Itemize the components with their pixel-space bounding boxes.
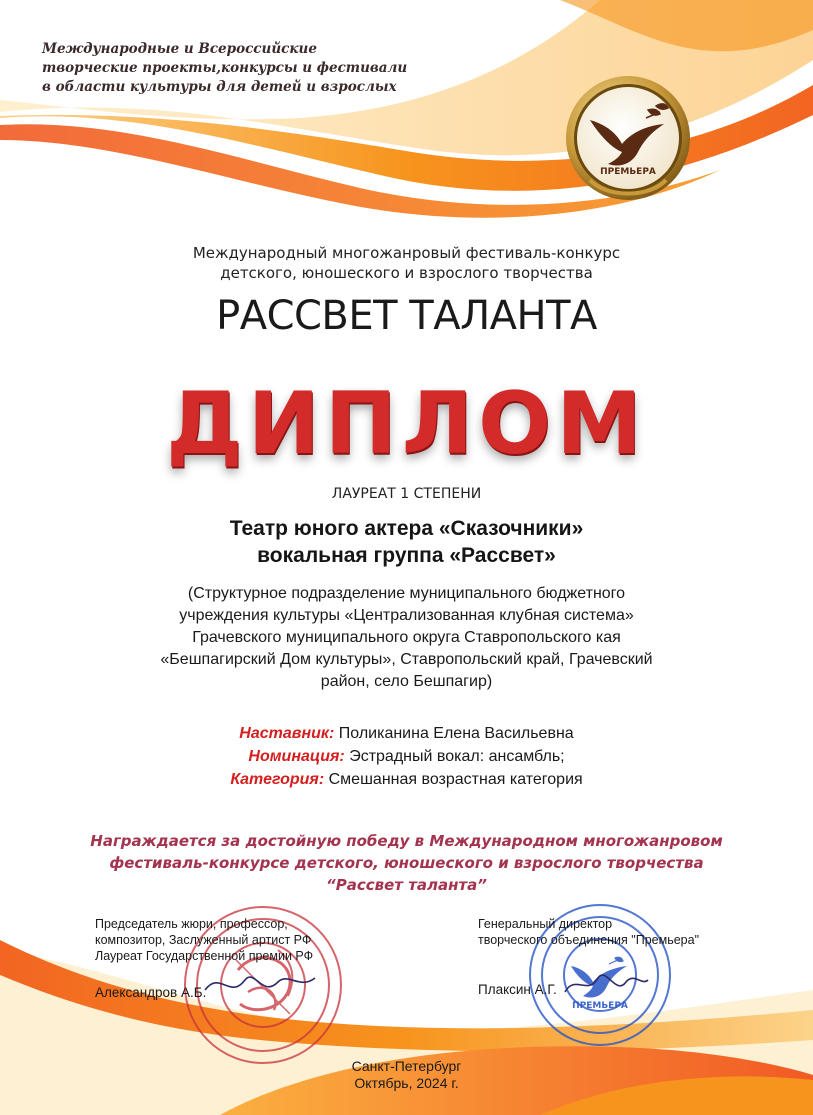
citation-line: “Рассвет таланта” <box>326 876 487 894</box>
premiera-emblem <box>560 72 696 208</box>
footer-place-date <box>0 1058 813 1092</box>
footer-city: Санкт-Петербург <box>351 1058 462 1074</box>
director-handwritten-signature <box>560 960 650 1010</box>
mentor-label: Наставник: <box>239 725 335 742</box>
recipient-affiliation <box>100 583 713 693</box>
director-title-line: творческого объединения "Премьера" <box>478 933 700 947</box>
mentor-row <box>0 722 813 745</box>
jury-chair-title-line: композитор, Заслуженный артист РФ <box>95 933 312 947</box>
category-row <box>0 768 813 791</box>
nomination-label: Номинация: <box>248 748 345 765</box>
jury-chair-signature-block <box>95 916 375 964</box>
category-value: Смешанная возрастная категория <box>328 771 583 788</box>
director-signature-block <box>478 916 778 948</box>
festival-subtitle-line: Международный многожанровый фестиваль-конкурс <box>192 244 621 262</box>
citation-line: Награждается за достойную победу в Международном многожанровом <box>90 832 723 850</box>
affiliation-line: Грачевского муниципального округа Ставропольского кая <box>192 629 621 646</box>
award-details <box>0 722 813 791</box>
tagline-line: в области культуры для детей и взрослых <box>42 79 397 95</box>
affiliation-line: район, село Бешпагир) <box>320 673 493 690</box>
citation-line: фестиваль-конкурсе детского, юношеского и взрослого творчества <box>109 854 704 872</box>
nomination-value: Эстрадный вокал: ансамбль; <box>349 748 565 765</box>
jury-chair-handwritten-signature <box>200 960 320 1010</box>
footer-date: Октябрь, 2024 г. <box>354 1075 459 1091</box>
organization-tagline <box>42 40 442 97</box>
festival-subtitle-line: детского, юношеского и взрослого творчества <box>220 264 593 282</box>
affiliation-line: учреждения культуры «Централизованная клубная система» <box>179 607 634 624</box>
mentor-value: Поликанина Елена Васильевна <box>338 725 574 742</box>
tagline-line: творческие проекты,конкурсы и фестивали <box>42 60 408 76</box>
award-level: ЛАУРЕАТ 1 СТЕПЕНИ <box>331 486 482 502</box>
director-title-line: Генеральный директор <box>478 917 613 931</box>
recipient-line: Театр юного актера «Сказочники» <box>229 517 584 540</box>
jury-chair-title-line: Председатель жюри, профессор, <box>95 917 288 931</box>
emblem-label: ПРЕМЬЕРА <box>600 167 656 177</box>
diploma-title: ДИПЛОМ <box>166 374 647 474</box>
jury-chair-name: Александров А.Б. <box>95 985 207 1000</box>
festival-subtitle <box>0 243 813 283</box>
nomination-row <box>0 745 813 768</box>
category-label: Категория: <box>230 771 325 788</box>
jury-chair-title-line: Лауреат Государственной премии РФ <box>95 949 314 963</box>
affiliation-line: «Бешпагирский Дом культуры», Ставропольский край, Грачевский <box>160 651 653 668</box>
stamp-label: ПРЕМЬЕРА <box>572 1001 628 1011</box>
recipient-name <box>0 515 813 569</box>
recipient-line: вокальная группа «Рассвет» <box>257 544 556 567</box>
affiliation-line: (Структурное подразделение муниципального бюджетного <box>187 585 626 602</box>
tagline-line: Международные и Всероссийские <box>42 41 317 57</box>
festival-name: РАССВЕТ ТАЛАНТА <box>216 293 597 339</box>
award-citation <box>0 830 813 896</box>
director-name: Плаксин А.Г. <box>478 982 557 997</box>
